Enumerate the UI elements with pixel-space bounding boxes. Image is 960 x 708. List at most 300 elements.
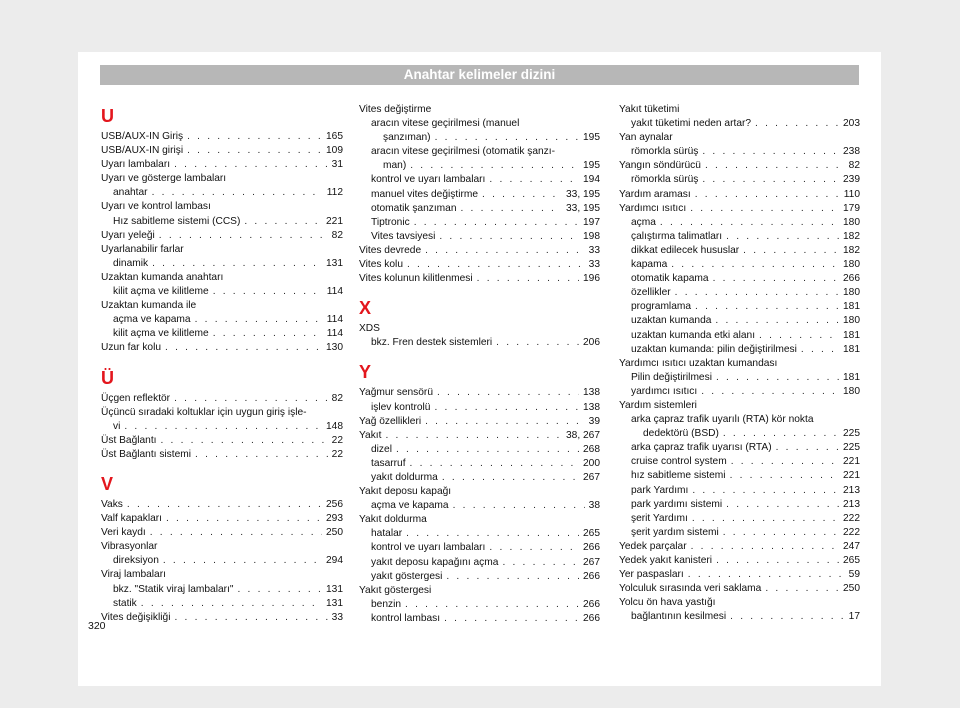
index-entry-label: Yakıt göstergesi [359,584,432,596]
dot-leader [425,244,585,258]
page-reference: 165 [326,131,343,142]
page-reference: 225 [843,428,860,440]
index-entry-label: man) [383,160,407,172]
index-entry-label: Uyarı ve gösterge lambaları [101,173,227,185]
index-entry-label: otomatik şanzıman [371,202,457,214]
index-entry-label: arka çapraz trafik uyarısı (RTA) [631,442,772,454]
index-entry-label: Hız sabitleme sistemi (CCS) [113,215,241,227]
index-entry-label: Üçgen reflektör [101,392,171,404]
dot-leader [124,420,322,434]
index-entry [619,512,860,526]
index-entry-label: römorkla sürüş [631,174,699,186]
page-reference: 238 [843,146,860,158]
page-reference: 213 [843,484,860,496]
index-entry [101,597,343,611]
dot-leader [174,158,328,172]
dot-leader [213,285,323,299]
index-entry [101,448,343,462]
index-entry-label: çalıştırma talimatları [631,230,723,242]
index-entry [619,300,860,314]
index-entry-label: Yardımcı ısıtıcı uzaktan kumandası [619,357,778,369]
index-entry [359,612,600,626]
index-entry [101,257,343,271]
dot-leader [437,386,579,400]
index-entry [359,541,600,555]
dot-leader [776,441,839,455]
index-entry-label: park Yardımı [631,484,689,496]
index-entry [359,598,600,612]
index-entry [619,188,860,202]
index-heading [101,299,343,313]
dot-leader [161,434,328,448]
index-entry-label: yakıt deposu kapağını açma [371,556,499,568]
dot-leader [434,401,579,415]
dot-leader [489,173,579,187]
index-entry-label: statik [113,597,137,609]
dot-leader [801,343,839,357]
index-entry-label: uzaktan kumanda: pilin değiştirilmesi [631,343,797,355]
index-entry [359,415,600,429]
index-heading [619,399,860,413]
index-entry [619,230,860,244]
index-entry-label: Uzaktan kumanda anahtarı [101,271,224,283]
page-reference: 114 [326,286,343,298]
page-reference: 200 [583,457,600,469]
dot-leader [759,329,839,343]
page-reference: 181 [843,329,860,341]
page-title: Anahtar kelimeler dizini [403,67,556,82]
dot-leader [385,429,562,443]
index-entry-label: açma ve kapama [371,500,449,512]
dot-leader [195,313,323,327]
dot-leader [425,415,585,429]
index-entry [101,498,343,512]
page-reference: 33, 195 [566,188,600,200]
index-entry [101,611,343,625]
index-entry-label: bağlantının kesilmesi [631,611,727,623]
index-entry-label: bkz. "Statik viraj lambaları" [113,583,234,595]
page-reference: 222 [843,512,860,524]
index-heading [101,243,343,257]
index-heading [619,413,860,427]
index-entry [359,527,600,541]
index-entry [359,336,600,350]
dot-leader [730,469,839,483]
index-entry-label: dikkat edilecek hususlar [631,244,740,256]
index-entry [619,441,860,455]
index-entry [101,554,343,568]
index-entry [619,484,860,498]
dot-leader [410,159,579,173]
section-letter: U [101,106,114,126]
page-reference: 33 [331,611,343,623]
index-entry-label: aracın vitese geçirilmesi (otomatik şanzı- [371,146,556,158]
index-entry-label: Uyarı lambaları [101,159,171,171]
page-reference: 247 [843,540,860,552]
index-entry [619,329,860,343]
index-entry [359,457,600,471]
page-reference: 266 [843,273,860,285]
page-reference: 138 [583,387,600,399]
dot-leader [141,597,322,611]
page-reference: 180 [843,385,860,397]
index-entry-label: aracın vitese geçirilmesi (manuel [371,118,520,130]
index-entry [101,158,343,172]
page-reference: 114 [326,314,343,326]
index-entry [101,327,343,341]
page-reference: 197 [583,216,600,228]
index-heading [359,145,600,159]
index-entry-label: Veri kaydı [101,527,146,539]
index-entry-label: şerit yardım sistemi [631,526,719,538]
page-reference: 39 [588,415,600,427]
dot-leader [159,229,328,243]
index-entry-label: Yardım araması [619,188,691,200]
page-reference: 31 [331,159,343,171]
index-entry [101,285,343,299]
page-reference: 112 [326,187,343,199]
index-entry-label: kapama [631,259,668,271]
page-reference: 181 [843,371,860,383]
section-letter: Y [359,362,372,383]
index-entry [619,159,860,173]
dot-leader [702,145,839,159]
index-entry-label: özellikler [631,287,671,299]
index-heading [101,540,343,554]
page-reference: 194 [583,174,600,186]
index-entry [619,173,860,187]
index-entry [619,469,860,483]
page-reference: 293 [326,513,343,525]
index-entry [101,313,343,327]
index-entry [359,216,600,230]
dot-leader [691,540,839,554]
page-number: 320 [88,620,106,632]
dot-leader [755,117,839,131]
dot-leader [150,526,322,540]
index-entry [359,570,600,584]
index-entry [359,202,600,216]
index-entry [101,420,343,434]
index-entry-label: Yan aynalar [619,132,673,144]
index-entry-label: Viraj lambaları [101,569,166,581]
dot-leader [174,392,328,406]
index-entry [619,526,860,540]
page-reference: 33, 195 [566,202,600,214]
index-entry-label: Yolculuk sırasında veri saklama [619,583,762,595]
page-reference: 225 [843,442,860,454]
index-entry-label: Tiptronic [371,216,410,228]
index-entry-label: Vites kolu [359,259,403,271]
index-entry [101,583,343,597]
index-entry [359,173,600,187]
index-entry-label: programlama [631,301,692,313]
index-column-1 [101,103,343,625]
page-reference: 38, 267 [566,429,600,441]
page-reference: 180 [843,259,860,271]
dot-leader [165,341,322,355]
index-entry [619,286,860,300]
index-entry [359,443,600,457]
index-entry [101,434,343,448]
dot-leader [692,484,839,498]
index-entry [359,258,600,272]
index-entry [101,229,343,243]
dot-leader [166,512,322,526]
page-reference: 266 [583,598,600,610]
index-entry-label: tasarruf [371,457,406,469]
index-entry [619,244,860,258]
index-entry-label: USB/AUX-IN girişi [101,145,184,157]
index-entry-label: benzin [371,598,402,610]
index-entry-label: Yolcu ön hava yastığı [619,597,716,609]
page-reference: 265 [583,528,600,540]
index-entry-label: Yakıt [359,429,382,441]
index-entry-label: Vites tavsiyesi [371,230,436,242]
index-entry [359,230,600,244]
index-entry [619,145,860,159]
dot-leader [726,498,839,512]
index-entry-label: Uyarlanabilir farlar [101,243,184,255]
index-entry-label: açma [631,216,656,228]
dot-leader [195,448,328,462]
page-reference: 250 [843,583,860,595]
dot-leader [187,144,322,158]
dot-leader [730,610,845,624]
index-entry [101,526,343,540]
index-entry-label: manuel vites değiştirme [371,188,479,200]
index-entry [619,455,860,469]
index-entry [619,202,860,216]
index-entry-label: vi [113,420,121,432]
index-entry [359,401,600,415]
dot-leader [482,188,562,202]
index-heading [101,568,343,582]
dot-leader [446,570,579,584]
page-reference: 17 [848,611,860,623]
index-entry-label: Valf kapakları [101,513,162,525]
page-reference: 33 [588,259,600,271]
index-heading [359,103,600,117]
index-entry-label: Yangın söndürücü [619,160,701,172]
dot-leader [705,159,845,173]
index-entry-label: yakıt tüketimi neden artar? [631,118,752,130]
page-reference: 267 [583,471,600,483]
index-entry-label: kilit açma ve kilitleme [113,286,209,298]
index-entry [619,427,860,441]
index-entry [619,343,860,357]
dot-leader [688,568,845,582]
index-entry [359,244,600,258]
dot-leader [410,457,579,471]
dot-leader [695,188,840,202]
index-entry [619,272,860,286]
index-entry-label: römorkla sürüş [631,146,699,158]
index-entry [359,556,600,570]
section-gap [101,462,343,471]
index-entry-label: XDS [359,323,380,335]
dot-leader [726,230,839,244]
dot-leader [716,554,839,568]
dot-leader [701,385,839,399]
dot-leader [453,499,585,513]
index-heading [359,485,600,499]
index-entry-label: Uzun far kolu [101,342,162,354]
dot-leader [435,131,579,145]
index-heading [619,357,860,371]
index-entry [101,392,343,406]
page-reference: 130 [326,342,343,354]
index-entry-label: otomatik kapama [631,273,709,285]
index-entry [619,498,860,512]
dot-leader [477,272,579,286]
page-reference: 131 [326,257,343,269]
page-reference: 250 [326,527,343,539]
index-entry-label: Yedek yakıt kanisteri [619,555,713,566]
dot-leader [743,244,839,258]
page-reference: 110 [843,188,860,200]
dot-leader [713,272,839,286]
index-entry-label: uzaktan kumanda etki alanı [631,329,756,341]
dot-leader [406,527,579,541]
page-reference: 195 [583,132,600,144]
dot-leader [174,611,327,625]
dot-leader [675,286,839,300]
page-reference: 109 [326,145,343,157]
index-entry-label: uzaktan kumanda [631,315,712,327]
dot-leader [671,258,839,272]
index-entry-label: cruise control system [631,456,727,468]
page-reference: 213 [843,498,860,510]
page-reference: 221 [326,215,343,227]
index-heading [619,596,860,610]
index-entry [619,117,860,131]
index-entry [359,386,600,400]
page-reference: 294 [326,555,343,567]
dot-leader [152,186,323,200]
page-reference: 198 [583,230,600,242]
page-reference: 196 [583,273,600,285]
page-reference: 266 [583,542,600,554]
index-entry [619,610,860,624]
index-entry [101,341,343,355]
index-entry-label: Yardımcı ısıtıcı [619,202,687,214]
index-entry [619,258,860,272]
dot-leader [213,327,323,341]
index-entry [359,471,600,485]
index-entry [101,186,343,200]
index-heading [359,117,600,131]
index-entry-label: yakıt doldurma [371,471,438,483]
section-gap [101,356,343,365]
index-heading [359,584,600,598]
index-entry [619,216,860,230]
index-entry-label: Vites devrede [359,244,422,256]
page-reference: 38 [588,500,600,512]
page-reference: 181 [843,301,860,313]
index-entry-label: yakıt göstergesi [371,570,443,582]
dot-leader [187,130,322,144]
dot-leader [715,314,839,328]
page-reference: 182 [843,230,860,242]
index-entry [619,385,860,399]
page-reference: 266 [583,570,600,582]
index-heading [359,322,600,336]
dot-leader [152,257,322,271]
page-reference: 131 [326,597,343,609]
index-entry [359,429,600,443]
index-entry-label: dizel [371,443,392,455]
index-entry-label: Uyarı ve kontrol lambası [101,201,211,213]
index-entry-label: Yer paspasları [619,569,684,581]
index-entry-label: işlev kontrolü [371,401,431,413]
dot-leader [407,258,585,272]
page-reference: 206 [583,337,600,349]
index-entry-label: kontrol ve uyarı lambaları [371,542,486,554]
page-reference: 82 [848,160,860,172]
page-reference: 267 [583,556,600,568]
dot-leader [489,541,579,555]
dot-leader [716,371,839,385]
dot-leader [442,471,579,485]
section-letter: Ü [101,367,114,388]
index-entry-label: arka çapraz trafik uyarılı (RTA) kör nokta [631,414,814,426]
index-entry-label: Vites değişikliği [101,611,171,623]
dot-leader [461,202,563,216]
page-reference: 82 [331,229,343,241]
dot-leader [765,582,839,596]
page-reference: 256 [326,498,343,510]
index-entry [359,188,600,202]
index-entry-label: Yardım sistemleri [619,399,697,411]
index-entry [619,554,860,568]
dot-leader [237,583,322,597]
page-reference: 221 [843,456,860,468]
dot-leader [723,427,839,441]
index-entry [101,130,343,144]
index-heading [619,103,860,117]
page-reference: 22 [331,448,343,460]
index-column-3 [619,103,860,624]
index-entry [101,144,343,158]
dot-leader [405,598,579,612]
index-entry [619,540,860,554]
page-reference: 266 [583,612,600,624]
index-entry-label: Üçüncü sıradaki koltuklar için uygun giriş işle- [101,406,307,418]
dot-leader [444,612,579,626]
page-reference: 181 [843,343,860,355]
index-heading [101,271,343,285]
index-entry [101,512,343,526]
dot-leader [690,202,839,216]
index-entry-label: hatalar [371,528,403,540]
page-reference: 182 [843,244,860,256]
page-reference: 148 [326,420,343,432]
index-entry-label: Pilin değiştirilmesi [631,371,712,383]
page-reference: 221 [843,470,860,482]
index-entry-label: Vaks [101,498,123,510]
page-reference: 138 [583,401,600,413]
index-entry-label: Yağmur sensörü [359,387,433,399]
index-entry [359,499,600,513]
page-reference: 59 [848,569,860,581]
index-entry [619,582,860,596]
index-entry [359,159,600,173]
page-reference: 180 [843,216,860,228]
index-entry-label: Vites kolunun kilitlenmesi [359,273,473,285]
index-entry-label: Uzaktan kumanda ile [101,300,197,312]
index-entry-label: şerit Yardımı [631,512,688,524]
